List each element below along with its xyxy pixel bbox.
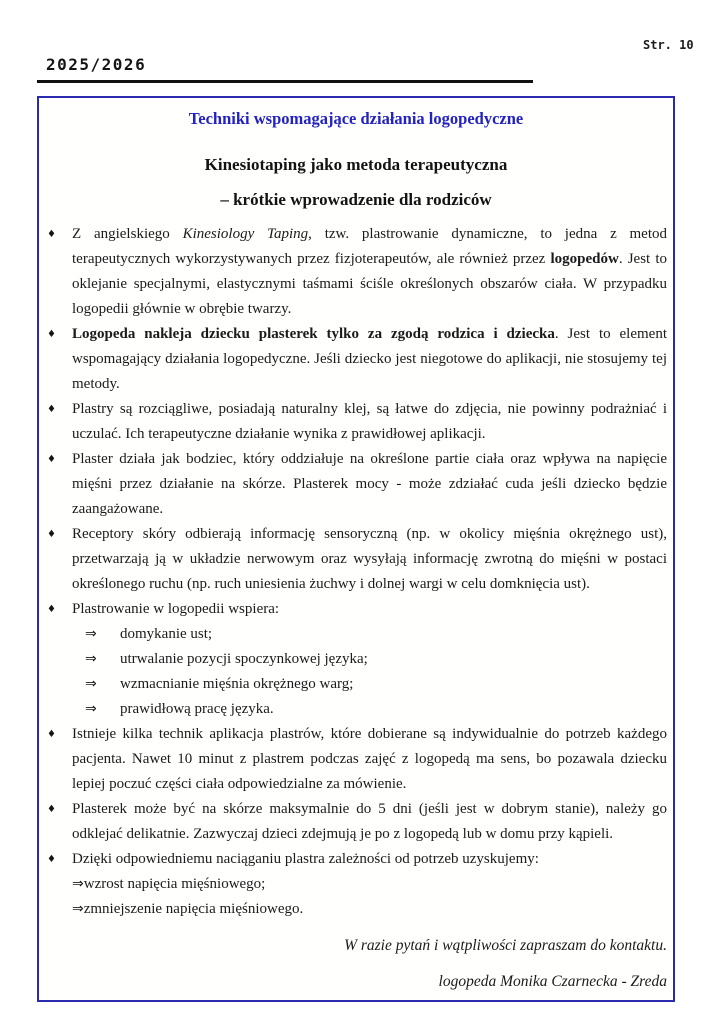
document-border-box (37, 96, 675, 1002)
school-year-label: 2025/2026 (46, 55, 147, 74)
bullet-text: Istnieje kilka technik aplikacja plastrów, które dobierane są indywidualnie do potrzeb każdego pacjenta. Nawet 10 minut z plastrem podczas zajęć z logopedą ma sens, bo pozawala dziecku lepiej poczuć części ciała odpowiedzialne za mówienie. (72, 726, 667, 792)
bullet-item (47, 597, 667, 722)
bullet-item (47, 222, 667, 322)
document-heading: Kinesiotaping jako metoda terapeutyczna (204, 155, 508, 174)
arrow-sub-item (72, 672, 667, 697)
sub-item-label: wzmacnianie mięśnia okrężnego warg; (120, 676, 354, 692)
sub-item-label: domykanie ust; (120, 626, 213, 642)
double-arrow-icon: ⇒ (85, 701, 97, 717)
double-arrow-icon: ⇒ (72, 901, 84, 917)
bullet-text: Logopeda nakleja dziecku plasterek tylko za zgodą rodzica i dziecka. Jest to element wspomagający działania logopedyczne. Jeśli dziecko jest niegotowe do aplikacji, nie stosujemy tej metody. (72, 326, 667, 392)
double-arrow-icon: ⇒ (85, 651, 97, 667)
double-arrow-icon: ⇒ (85, 626, 97, 642)
bullet-item (47, 397, 667, 447)
diamond-bullet-icon: ♦ (47, 229, 56, 240)
page-number-label: Str. 10 (643, 38, 694, 52)
bullet-text: Receptory skóry odbierają informację sensoryczną (np. w okolicy mięśnia okrężnego ust), przetwarzają ją w układzie nerwowym oraz wysyłają informację zwrotną do mięśni w postaci określonego ruchu (np. ruch uniesienia żuchwy i dolnej wargi w celu domknięcia ust). (72, 526, 667, 592)
result-label: zmniejszenie napięcia mięśniowego. (83, 901, 304, 917)
bullet-item (47, 797, 667, 847)
arrow-result-line (72, 872, 667, 897)
bullet-item (47, 447, 667, 522)
arrow-sub-item (72, 622, 667, 647)
double-arrow-icon: ⇒ (72, 876, 84, 892)
bullet-item (47, 522, 667, 597)
bullet-item (47, 847, 667, 922)
sub-item-label: prawidłową pracę języka. (120, 701, 274, 717)
arrow-sub-item (72, 697, 667, 722)
closing-block (39, 928, 673, 1000)
diamond-bullet-icon: ♦ (47, 604, 56, 615)
bullet-item (47, 322, 667, 397)
bullet-text: Dzięki odpowiedniemu naciąganiu plastra zależności od potrzeb uzyskujemy: ⇒wzrost napięcia mięśniowego; ⇒zmniejszenie napięcia mięśniowego. (72, 847, 667, 922)
signature: logopeda Monika Czarnecka - Zreda (438, 973, 667, 990)
double-arrow-icon: ⇒ (85, 676, 97, 692)
bullet-text: Plaster działa jak bodziec, który oddziałuje na określone partie ciała oraz wpływa na napięcie mięśni przez działanie na skórze. Plasterek mocy - może zdziałać cuda jeśli dziecko będzie zaangażowane. (72, 451, 667, 517)
result-label: wzrost napięcia mięśniowego; (83, 876, 266, 892)
document-subheading: – krótkie wprowadzenie dla rodziców (220, 190, 492, 209)
diamond-bullet-icon: ♦ (47, 729, 56, 740)
diamond-bullet-icon: ♦ (47, 529, 56, 540)
diamond-bullet-icon: ♦ (47, 404, 56, 415)
arrow-result-line (72, 897, 667, 922)
sub-item-label: utrwalanie pozycji spoczynkowej języka; (120, 651, 368, 667)
bullet-list (39, 222, 673, 922)
bullet-text: Plastrowanie w logopedii wspiera: ⇒ domykanie ust; ⇒ utrwalanie pozycji spoczynkowej języka; ⇒ wzmacnianie mięśnia okrężnego warg; ⇒ prawidłową pracę języka. (72, 597, 667, 722)
diamond-bullet-icon: ♦ (47, 854, 56, 865)
bullet-text: Plastry są rozciągliwe, posiadają naturalny klej, są łatwe do zdjęcia, nie powinny podrażniać i uczulać. Ich terapeutyczne działanie wynika z prawidłowej aplikacji. (72, 401, 667, 442)
document-title: Techniki wspomagające działania logopedyczne (188, 109, 524, 128)
diamond-bullet-icon: ♦ (47, 454, 56, 465)
diamond-bullet-icon: ♦ (47, 329, 56, 340)
header-rule (37, 80, 533, 83)
bullet-text: Z angielskiego Kinesiology Taping, tzw. plastrowanie dynamiczne, to jedna z metod terapeutycznych wykorzystywanych przez fizjoterapeutów, ale również przez logopedów. Jest to oklejanie specjalnymi, elastycznymi taśmami ściśle określonych obszarów ciała. W przypadku logopedii głównie w obrębie twarzy. (72, 226, 668, 317)
closing-note: W razie pytań i wątpliwości zapraszam do kontaktu. (344, 937, 667, 954)
bullet-text: Plasterek może być na skórze maksymalnie do 5 dni (jeśli jest w dobrym stanie), należy go odklejać delikatnie. Zazwyczaj dzieci zdejmują je po z logopedą lub w domu przy kąpieli. (72, 801, 667, 842)
arrow-sub-item (72, 647, 667, 672)
diamond-bullet-icon: ♦ (47, 804, 56, 815)
bullet-item (47, 722, 667, 797)
